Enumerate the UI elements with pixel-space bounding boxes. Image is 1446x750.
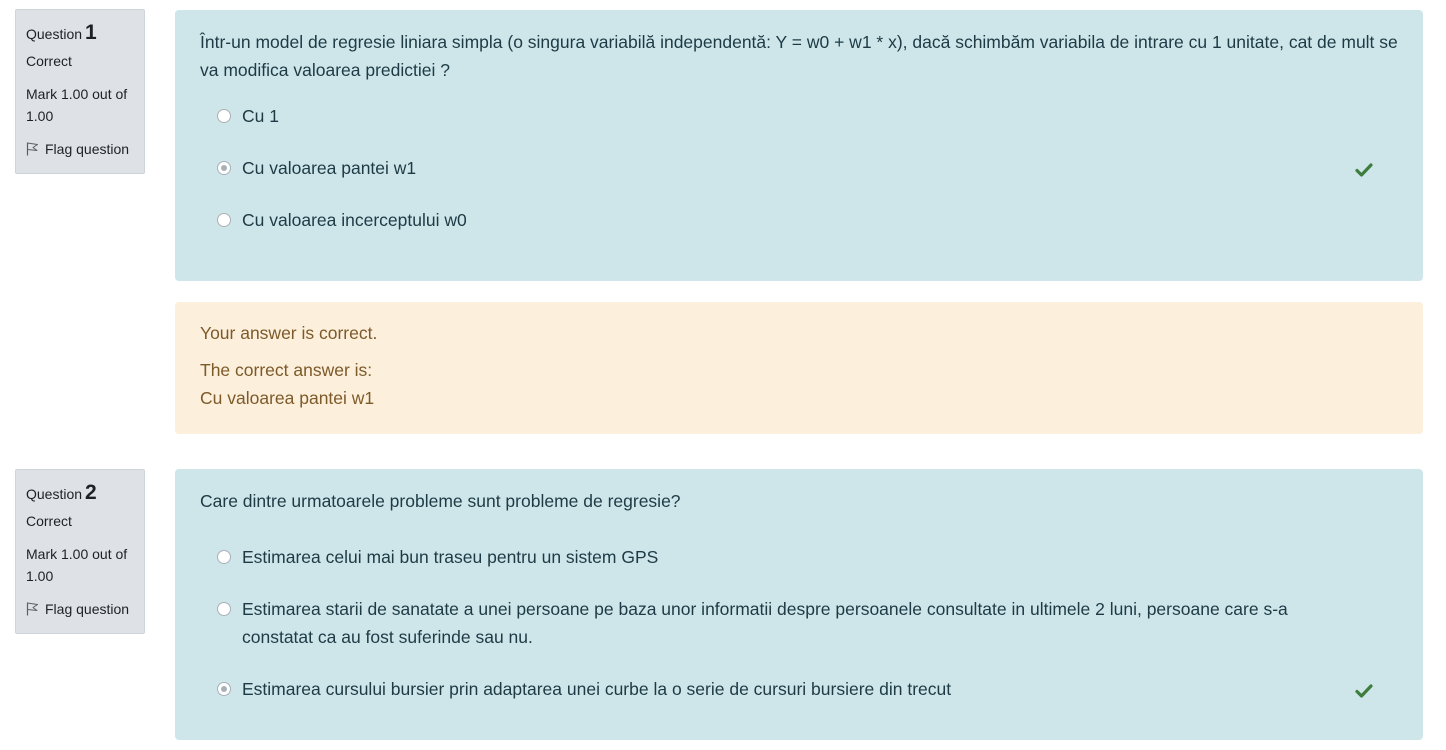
- radio-button[interactable]: [217, 213, 231, 227]
- flag-icon: [26, 142, 39, 156]
- question-2-answer-list: [200, 543, 1399, 703]
- question-1-text: Într-un model de regresie liniara simpla (o singura variabilă independentă: Y = w0 + w1 * x), dacă schimbăm variabila de intrare cu 1 unitate, cat de mult se va modifica valoarea predictiei ?: [200, 32, 1398, 80]
- right-answer-heading: The correct answer is:: [200, 360, 373, 380]
- answer-option[interactable]: [200, 595, 1399, 651]
- answer-option-label: Cu valoarea pantei w1: [242, 158, 417, 178]
- question-1-outcome: [175, 302, 1423, 434]
- radio-button[interactable]: [217, 109, 231, 123]
- answer-option-label: Cu valoarea incerceptului w0: [242, 210, 467, 230]
- answer-option-label: Estimarea cursului bursier prin adaptarea unei curbe la o serie de cursuri bursiere din trecut: [242, 679, 952, 699]
- question-1-answer-list: [200, 102, 1399, 234]
- flag-icon: [26, 602, 39, 616]
- radio-button[interactable]: [217, 550, 231, 564]
- question-label: Question: [26, 486, 83, 502]
- answer-option-selected[interactable]: [200, 675, 1399, 703]
- check-icon: [1355, 158, 1373, 186]
- question-number: 2: [85, 481, 97, 504]
- question-1-number: [26, 20, 134, 47]
- radio-button-checked[interactable]: [217, 161, 231, 175]
- answer-option[interactable]: [200, 543, 1399, 571]
- answer-option-label: Cu 1: [242, 106, 279, 126]
- question-2-flag-link[interactable]: [26, 599, 134, 619]
- flag-label: Flag question: [45, 141, 130, 157]
- question-1-state: Correct: [26, 53, 72, 69]
- right-answer: Cu valoarea pantei w1: [200, 388, 375, 408]
- question-2-state: Correct: [26, 513, 72, 529]
- question-1-grade: Mark 1.00 out of 1.00: [26, 86, 128, 124]
- general-feedback: Your answer is correct.: [200, 323, 378, 343]
- question-number: 1: [85, 21, 97, 44]
- question-1-flag-link[interactable]: [26, 139, 134, 159]
- question-1-info: [15, 9, 145, 174]
- question-label: Question: [26, 26, 83, 42]
- answer-option[interactable]: [200, 102, 1399, 130]
- question-1-formulation: [175, 10, 1423, 281]
- answer-option-label: Estimarea starii de sanatate a unei persoane pe baza unor informatii despre persoanele consultate in ultimele 2 luni, persoane care s-a constatat ca au fost suferinde sau nu.: [242, 599, 1288, 647]
- question-2-grade: Mark 1.00 out of 1.00: [26, 546, 128, 584]
- answer-option-selected[interactable]: [200, 154, 1399, 182]
- answer-option[interactable]: [200, 206, 1399, 234]
- check-icon: [1355, 679, 1373, 707]
- flag-label: Flag question: [45, 601, 130, 617]
- question-2-info: [15, 469, 145, 634]
- radio-button-checked[interactable]: [217, 682, 231, 696]
- question-2-number: [26, 480, 134, 507]
- question-2-formulation: [175, 469, 1423, 740]
- question-2-text: Care dintre urmatoarele probleme sunt probleme de regresie?: [200, 491, 681, 511]
- answer-option-label: Estimarea celui mai bun traseu pentru un sistem GPS: [242, 547, 659, 567]
- radio-button[interactable]: [217, 602, 231, 616]
